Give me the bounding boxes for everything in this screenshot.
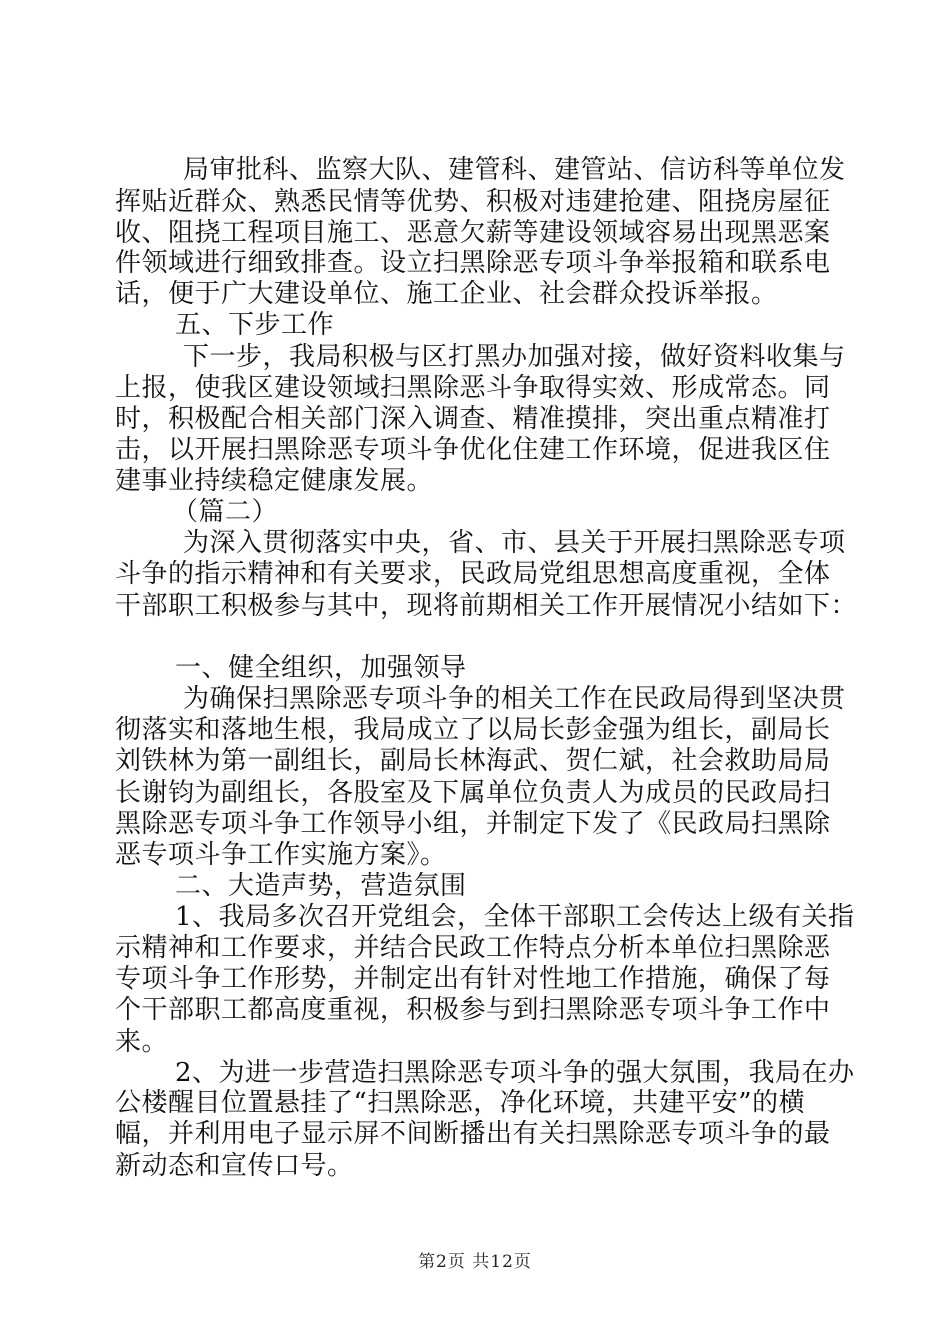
- paragraph-line: 上报，使我区建设领域扫黑除恶斗争取得实效、形成常态。同: [115, 373, 831, 403]
- paragraph-line: 刘铁林为第一副组长，副局长林海武、贺仁斌，社会救助局局: [115, 746, 831, 776]
- paragraph-line: 1、我局多次召开党组会，全体干部职工会传达上级有关指: [175, 902, 855, 932]
- paragraph-line: 长谢钧为副组长，各股室及下属单位负责人为成员的民政局扫: [115, 778, 831, 808]
- paragraph-line: 击，以开展扫黑除恶专项斗争优化住建工作环境，促进我区住: [115, 435, 831, 465]
- paragraph-line: 下一步，我局积极与区打黑办加强对接，做好资料收集与: [183, 342, 846, 372]
- paragraph-line: 时，积极配合相关部门深入调查、精准摸排，突出重点精准打: [115, 404, 831, 434]
- paragraph-line: 来。: [115, 1027, 169, 1057]
- paragraph-line: 幅，并利用电子显示屏不间断播出有关扫黑除恶专项斗争的最: [115, 1119, 831, 1149]
- section-heading: 五、下步工作: [175, 310, 335, 340]
- paragraph-line: 恶专项斗争工作实施方案》。: [115, 840, 447, 870]
- paragraph-line: 黑除恶专项斗争工作领导小组，并制定下发了《民政局扫黑除: [115, 809, 831, 839]
- section-heading: 二、大造声势，营造氛围: [175, 871, 467, 901]
- paragraph-line: 收、阻挠工程项目施工、恶意欠薪等建设领域容易出现黑恶案: [115, 218, 831, 248]
- page-footer: 第2页 共12页: [418, 1252, 532, 1272]
- paragraph-line: 彻落实和落地生根，我局成立了以局长彭金强为组长，副局长: [115, 715, 831, 745]
- paragraph-line: 公楼醒目位置悬挂了“扫黑除恶，净化环境，共建平安”的横: [115, 1088, 806, 1118]
- section-heading: 一、健全组织，加强领导: [175, 653, 467, 683]
- paragraph-line: 局审批科、监察大队、建管科、建管站、信访科等单位发: [183, 155, 846, 185]
- paragraph-line: 示精神和工作要求，并结合民政工作特点分析本单位扫黑除恶: [115, 933, 831, 963]
- paragraph-line: 个干部职工都高度重视，积极参与到扫黑除恶专项斗争工作中: [115, 995, 831, 1025]
- paragraph-line: 新动态和宣传口号。: [115, 1151, 354, 1181]
- paragraph-line: 挥贴近群众、熟悉民情等优势、积极对违建抢建、阻挠房屋征: [115, 187, 831, 217]
- paragraph-line: 件领域进行细致排查。设立扫黑除恶专项斗争举报箱和联系电: [115, 248, 831, 278]
- paragraph-line: 为确保扫黑除恶专项斗争的相关工作在民政局得到坚决贯: [183, 684, 846, 714]
- paragraph-line: 为深入贯彻落实中央，省、市、县关于开展扫黑除恶专项: [183, 528, 846, 558]
- part-heading: （篇二）: [172, 497, 279, 527]
- paragraph-line: 建事业持续稳定健康发展。: [115, 466, 434, 496]
- paragraph-line: 干部职工积极参与其中，现将前期相关工作开展情况小结如下：: [115, 591, 858, 621]
- paragraph-line: 斗争的指示精神和有关要求，民政局党组思想高度重视，全体: [115, 559, 831, 589]
- paragraph-line: 专项斗争工作形势，并制定出有针对性地工作措施，确保了每: [115, 964, 831, 994]
- paragraph-line: 2、为进一步营造扫黑除恶专项斗争的强大氛围，我局在办: [175, 1058, 855, 1088]
- paragraph-line: 话，便于广大建设单位、施工企业、社会群众投诉举报。: [115, 279, 778, 309]
